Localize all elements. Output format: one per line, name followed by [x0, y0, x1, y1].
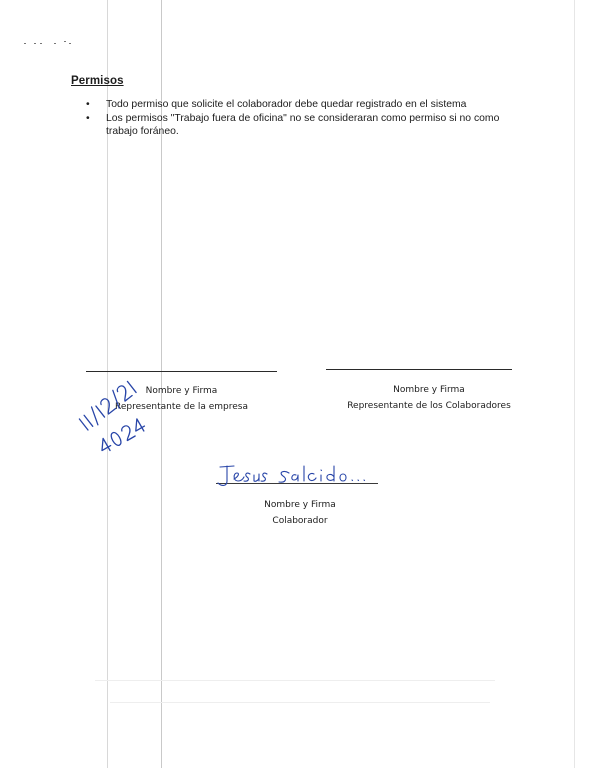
handwritten-signature-colaborador [212, 460, 384, 494]
scan-artifact-line [574, 0, 575, 768]
bleed-through-mark [95, 680, 495, 681]
signature-line-colaboradores [326, 369, 512, 370]
signature-name-label: Nombre y Firma [264, 500, 336, 510]
signature-role-label: Colaborador [272, 516, 328, 526]
rule-text: Los permisos "Trabajo fuera de oficina" no se consideraran como permiso si no como trabajo foráneo. [106, 112, 500, 137]
signature-role-label: Representante de la empresa [115, 402, 248, 412]
permisos-rule-list [86, 98, 526, 139]
signature-name-label: Nombre y Firma [393, 385, 465, 395]
bullet-icon: • [86, 112, 90, 124]
signature-name-label: Nombre y Firma [145, 386, 218, 396]
scan-noise-specks [24, 40, 74, 48]
rule-item [86, 112, 526, 139]
handwritten-annotation [82, 368, 172, 460]
section-heading-permisos: Permisos [71, 75, 124, 87]
bullet-icon: • [86, 99, 90, 110]
signature-role-label: Representante de los Colaboradores [347, 401, 511, 411]
signature-block-colaboradores [326, 382, 532, 414]
signature-block-colaborador [216, 497, 384, 529]
rule-item [86, 98, 526, 112]
rule-text: Todo permiso que solicite el colaborador debe quedar registrado en el sistema [106, 99, 467, 110]
bleed-through-mark [110, 702, 490, 703]
